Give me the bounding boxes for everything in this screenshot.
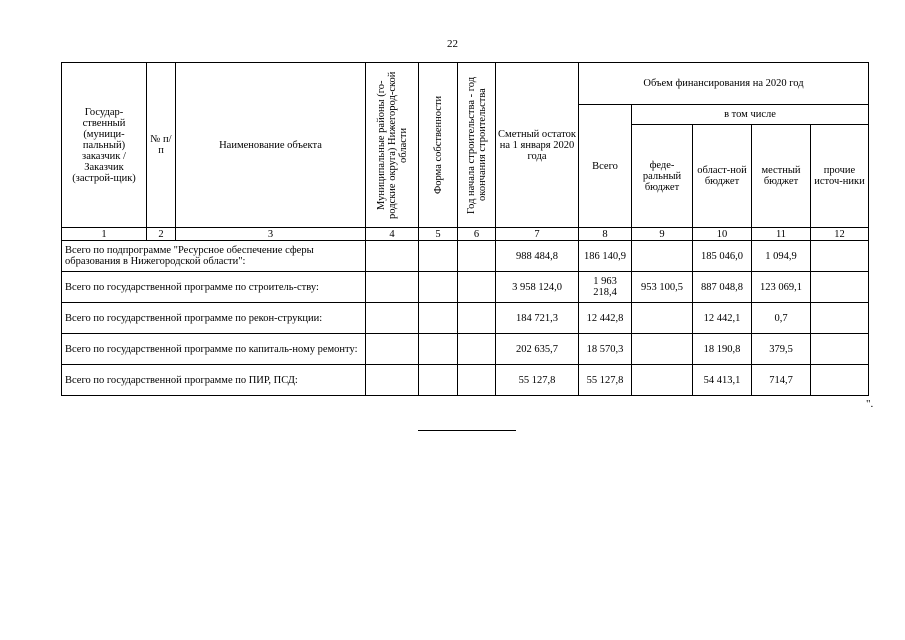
column-number: 1 — [62, 228, 147, 241]
cell-regional: 12 442,1 — [693, 303, 752, 334]
table-row — [62, 303, 869, 334]
column-number: 10 — [693, 228, 752, 241]
row-name: Всего по государственной программе по капиталь-ному ремонту: — [62, 334, 366, 365]
column-number: 12 — [811, 228, 869, 241]
header-ownership-cell — [419, 63, 458, 228]
cell-federal — [632, 334, 693, 365]
column-number: 8 — [579, 228, 632, 241]
cell-regional: 18 190,8 — [693, 334, 752, 365]
header-years-cell — [458, 63, 496, 228]
cell-other — [811, 241, 869, 272]
cell-other — [811, 272, 869, 303]
cell-total: 18 570,3 — [579, 334, 632, 365]
cell-ownership — [419, 272, 458, 303]
column-number: 9 — [632, 228, 693, 241]
divider-line — [418, 430, 516, 431]
cell-local: 0,7 — [752, 303, 811, 334]
cell-ownership — [419, 241, 458, 272]
cell-districts — [366, 241, 419, 272]
table-row — [62, 241, 869, 272]
cell-federal — [632, 241, 693, 272]
header-customer: Государ-ственный (муници-пальный) заказчик / Заказчик (застрой-щик) — [62, 63, 147, 228]
cell-estimate: 184 721,3 — [496, 303, 579, 334]
column-number: 7 — [496, 228, 579, 241]
column-number: 4 — [366, 228, 419, 241]
cell-districts — [366, 303, 419, 334]
row-name: Всего по государственной программе по ПИР, ПСД: — [62, 365, 366, 396]
cell-years — [458, 303, 496, 334]
cell-years — [458, 365, 496, 396]
cell-years — [458, 272, 496, 303]
row-name: Всего по государственной программе по строитель-ству: — [62, 272, 366, 303]
cell-local: 714,7 — [752, 365, 811, 396]
cell-districts — [366, 272, 419, 303]
row-name: Всего по подпрограмме "Ресурсное обеспечение сферы образования в Нижегородской области": — [62, 241, 366, 272]
header-years: Год начала строительства - год окончания строительства — [465, 76, 488, 214]
cell-ownership — [419, 334, 458, 365]
cell-regional: 887 048,8 — [693, 272, 752, 303]
table-row — [62, 272, 869, 303]
column-number: 5 — [419, 228, 458, 241]
cell-total: 55 127,8 — [579, 365, 632, 396]
page-number: 22 — [447, 38, 458, 50]
cell-years — [458, 334, 496, 365]
column-number-row — [62, 228, 869, 241]
cell-regional: 185 046,0 — [693, 241, 752, 272]
cell-ownership — [419, 303, 458, 334]
cell-districts — [366, 334, 419, 365]
cell-local: 123 069,1 — [752, 272, 811, 303]
cell-estimate: 202 635,7 — [496, 334, 579, 365]
header-financing: Объем финансирования на 2020 год — [579, 63, 869, 105]
cell-federal: 953 100,5 — [632, 272, 693, 303]
header-num: № п/ п — [147, 63, 176, 228]
cell-local: 379,5 — [752, 334, 811, 365]
header-other: прочие источ-ники — [811, 125, 869, 228]
header-districts-cell — [366, 63, 419, 228]
header-estimate: Сметный остаток на 1 января 2020 года — [496, 63, 579, 228]
cell-ownership — [419, 365, 458, 396]
column-number: 2 — [147, 228, 176, 241]
closing-quote-mark: ". — [866, 398, 874, 410]
cell-districts — [366, 365, 419, 396]
cell-years — [458, 241, 496, 272]
cell-other — [811, 365, 869, 396]
header-total: Всего — [579, 105, 632, 228]
cell-local: 1 094,9 — [752, 241, 811, 272]
cell-estimate: 3 958 124,0 — [496, 272, 579, 303]
cell-other — [811, 303, 869, 334]
column-number: 6 — [458, 228, 496, 241]
table-row — [62, 365, 869, 396]
cell-regional: 54 413,1 — [693, 365, 752, 396]
row-name: Всего по государственной программе по рекон-струкции: — [62, 303, 366, 334]
financing-table — [61, 62, 869, 396]
column-number: 11 — [752, 228, 811, 241]
column-number: 3 — [176, 228, 366, 241]
cell-other — [811, 334, 869, 365]
cell-total: 12 442,8 — [579, 303, 632, 334]
header-object-name: Наименование объекта — [176, 63, 366, 228]
cell-estimate: 55 127,8 — [496, 365, 579, 396]
header-local: местный бюджет — [752, 125, 811, 228]
header-districts: Муниципальные районы (го-родские округа) Нижегород-ской области — [375, 71, 409, 219]
header-federal: феде-ральный бюджет — [632, 125, 693, 228]
cell-total: 186 140,9 — [579, 241, 632, 272]
cell-federal — [632, 365, 693, 396]
table-row — [62, 334, 869, 365]
cell-estimate: 988 484,8 — [496, 241, 579, 272]
header-ownership: Форма собственности — [432, 95, 444, 195]
header-regional: област-ной бюджет — [693, 125, 752, 228]
cell-federal — [632, 303, 693, 334]
cell-total: 1 963 218,4 — [579, 272, 632, 303]
header-including: в том числе — [632, 105, 869, 125]
